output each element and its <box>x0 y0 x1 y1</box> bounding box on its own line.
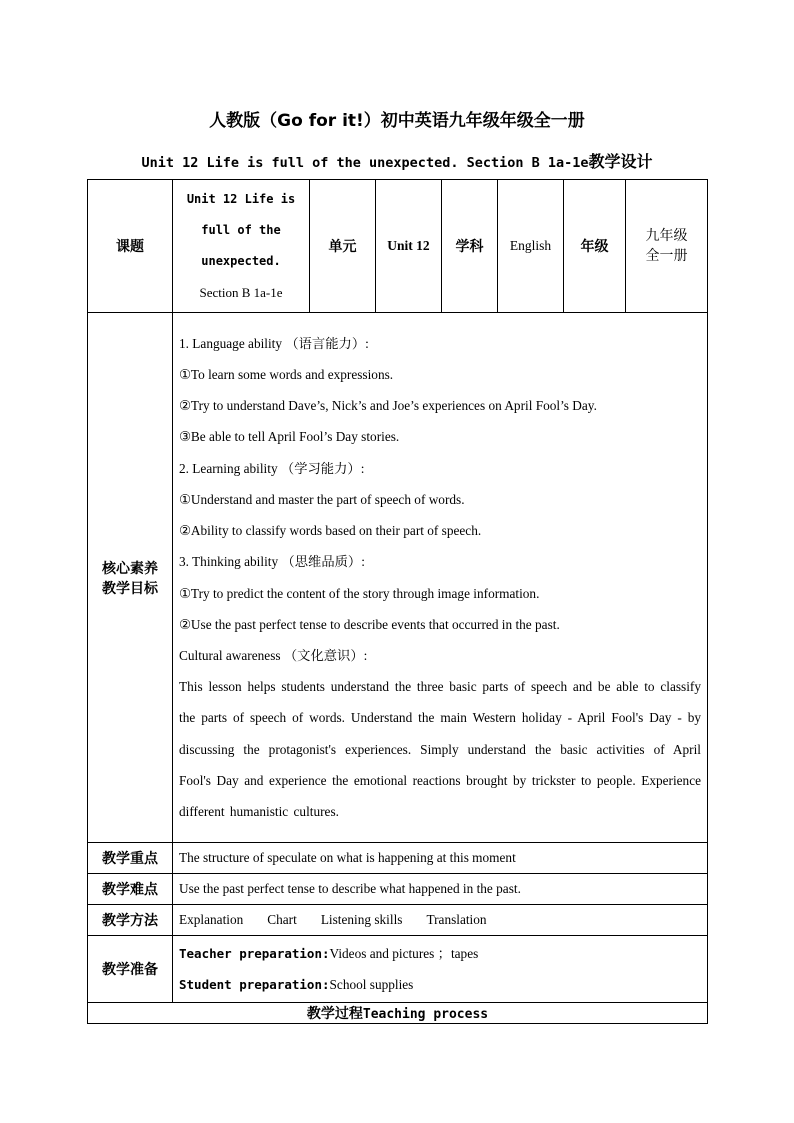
goal-line: ②Use the past perfect tense to describe events that occurred in the past. <box>179 616 560 632</box>
goals-row <box>88 313 708 843</box>
key-point-value: The structure of speculate on what is happening at this moment <box>173 843 708 874</box>
goals-label <box>88 313 173 843</box>
topic-cell <box>173 180 310 313</box>
goal-line: ③Be able to tell April Fool’s Day stories. <box>179 429 400 445</box>
goal-line: ①To learn some words and expressions. <box>179 367 394 383</box>
goal-line: 1. Language ability （语言能力）: <box>179 335 369 351</box>
info-row <box>88 180 708 313</box>
student-preparation <box>179 969 701 1000</box>
process-en: Teaching process <box>362 1007 489 1022</box>
goals-label-line2: 教学目标 <box>102 580 158 597</box>
grade-value-line1: 九年级 <box>645 228 688 244</box>
student-preparation-label: Student preparation: <box>179 977 330 992</box>
topic-title: Unit 12 Life is full of the unexpected. <box>186 192 296 268</box>
grade-value-line2: 全一册 <box>645 248 688 264</box>
unit-value: Unit 12 <box>376 180 442 313</box>
subtitle-chinese: 教学设计 <box>588 152 653 171</box>
unit-label: 单元 <box>310 180 376 313</box>
goal-line: ②Try to understand Dave’s, Nick’s and Joe’s experiences on April Fool’s Day. <box>179 398 597 414</box>
subject-value: English <box>498 180 564 313</box>
cultural-paragraph: This lesson helps students understand the three basic parts of speech and be able to classify the parts of speech of words. Understand the main Western holiday - April Fool's Day - by discussing the protagonist's experiences. Simply understand the basic activities of April Fool's Day and experience the emotional reactions brought by trickster to people. Experience different humanistic cultures. <box>179 679 701 819</box>
subject-label: 学科 <box>442 180 498 313</box>
method-item: Explanation <box>179 912 244 927</box>
difficulty-row <box>88 874 708 905</box>
preparation-label: 教学准备 <box>88 936 173 1003</box>
subtitle-english: Unit 12 Life is full of the unexpected. Section B 1a-1e <box>141 155 589 171</box>
process-row <box>88 1003 708 1024</box>
process-header <box>88 1003 708 1024</box>
student-preparation-value: School supplies <box>329 977 414 992</box>
lesson-plan-table <box>87 179 708 1024</box>
teacher-preparation <box>179 938 701 969</box>
goal-line: ②Ability to classify words based on their part of speech. <box>179 523 482 539</box>
goal-line: 2. Learning ability （学习能力）: <box>179 460 365 476</box>
goal-line: Cultural awareness （文化意识）: <box>179 647 368 663</box>
grade-value <box>626 180 708 313</box>
goals-label-line1: 核心素养 <box>102 560 158 577</box>
process-cn: 教学过程 <box>306 1006 363 1022</box>
topic-label: 课题 <box>88 180 173 313</box>
goal-line: ①Try to predict the content of the story through image information. <box>179 585 540 601</box>
teacher-preparation-label: Teacher preparation: <box>179 946 330 961</box>
grade-label: 年级 <box>564 180 626 313</box>
key-point-label: 教学重点 <box>88 843 173 874</box>
goal-line: 3. Thinking ability （思维品质）: <box>179 554 365 570</box>
method-item: Listening skills <box>320 912 403 927</box>
document-title: 人教版（Go for it!）初中英语九年级年级全一册 <box>209 111 585 131</box>
method-item: Chart <box>267 912 297 927</box>
goal-line: ①Understand and master the part of speech of words. <box>179 491 465 507</box>
document-subtitle <box>0 149 794 172</box>
preparation-row <box>88 936 708 1003</box>
method-item: Translation <box>426 912 487 927</box>
goals-content <box>173 313 708 843</box>
methods-row <box>88 905 708 936</box>
difficulty-label: 教学难点 <box>88 874 173 905</box>
topic-section: Section B 1a-1e <box>199 285 283 300</box>
methods-label: 教学方法 <box>88 905 173 936</box>
methods-value <box>173 905 708 936</box>
teacher-preparation-value: Videos and pictures ；tapes <box>329 946 479 961</box>
key-point-row <box>88 843 708 874</box>
difficulty-value: Use the past perfect tense to describe what happened in the past. <box>173 874 708 905</box>
preparation-value <box>173 936 708 1003</box>
